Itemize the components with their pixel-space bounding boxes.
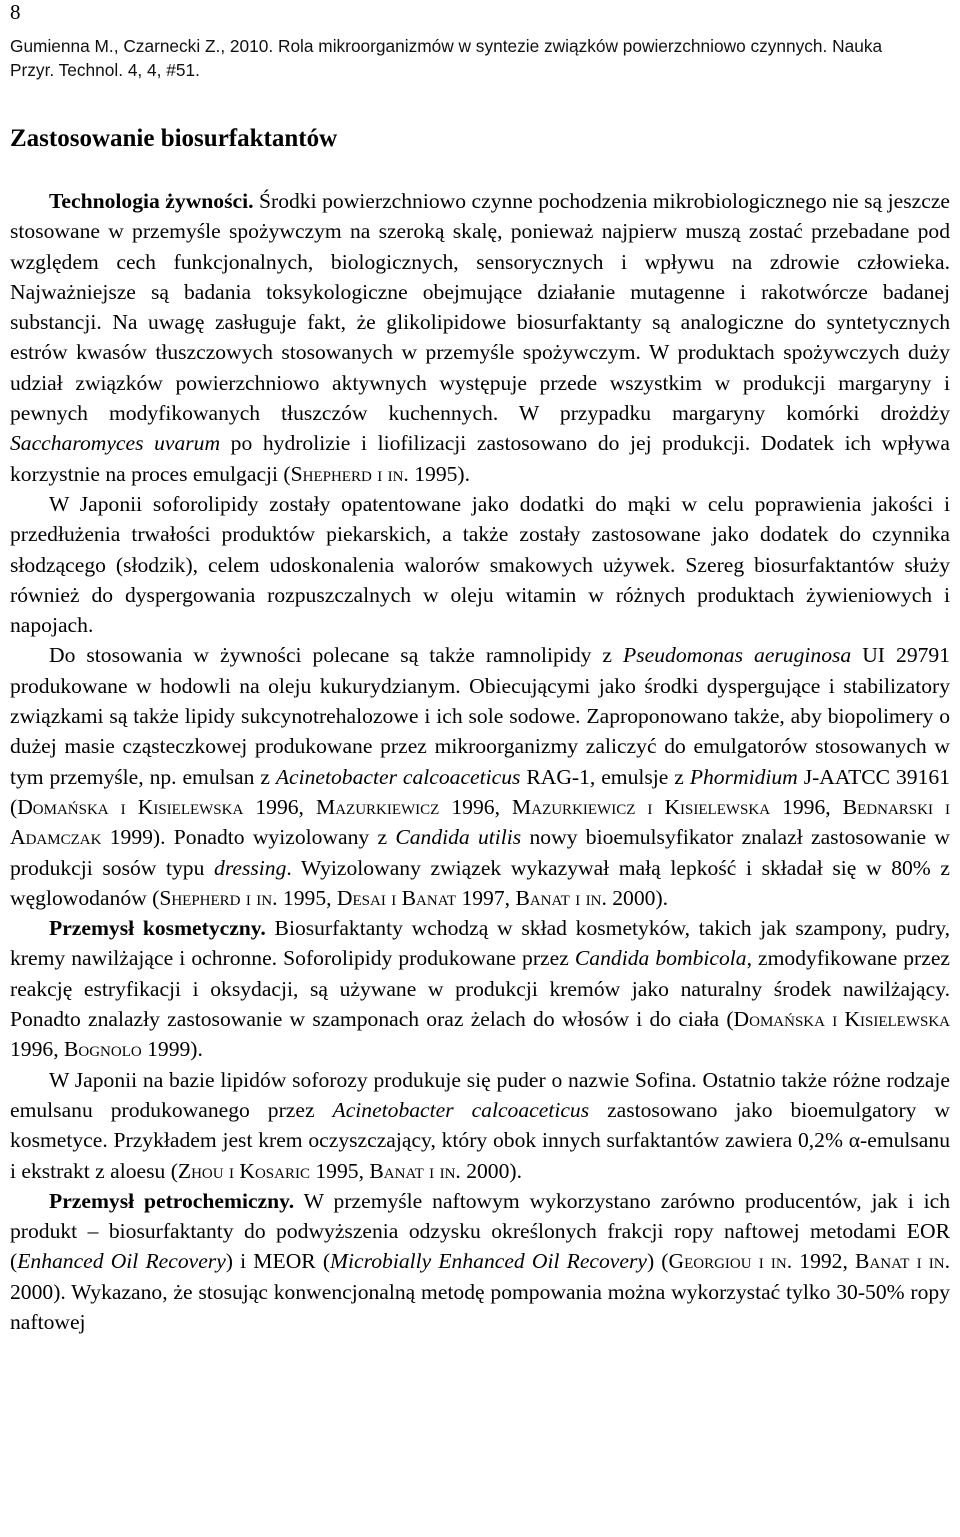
paragraph-food-technology	[10, 186, 950, 489]
species-name: Saccharomyces uvarum	[10, 431, 221, 456]
text-run: 1996,	[770, 794, 843, 819]
text-run: 1995).	[408, 461, 471, 486]
citation-line-1: Gumienna M., Czarnecki Z., 2010. Rola mikroorganizmów w syntezie związków powierzchniowo czynnych. Nauka	[10, 36, 883, 56]
species-name: Candida bombicola	[574, 946, 747, 971]
text-run: Biosurfaktanty wchodzą w skład kosmetyków, takich jak szampony, pudry, kremy nawilżające i ochronne. Soforolipidy produkowane przez	[10, 916, 951, 971]
citation-header	[10, 34, 955, 82]
text-run: 1997,	[456, 885, 516, 910]
text-run: 1996,	[439, 794, 513, 819]
citation-ref: Desai i Banat	[336, 885, 457, 910]
text-run: W przemyśle naftowym wykorzystano zarówno producentów, jak i ich produkt – biosurfaktanty do podwyższenia odzysku określonych frakcji ropy naftowej metodami EOR (	[10, 1188, 951, 1274]
citation-line-2: Przyr. Technol. 4, 4, #51.	[10, 60, 200, 80]
text-run: Środki powierzchniowo czynne pochodzenia mikrobiologicznego nie są jeszcze stosowane w przemyśle spożywczym na szeroką skalę, ponieważ najpierw muszą zostać przebadane pod względem cech funkcjonalnych, biologicznych, sensorycznych i wpływu na zdrowie człowieka. Najważniejsze są badania toksykologiczne obejmujące działanie mutagenne i rakotwórcze badanej substancji. Na uwagę zasługuje fakt, że glikolipidowe biosurfaktanty są analogiczne do syntetycznych estrów kwasów tłuszczowych stosowanych w przemyśle spożywczym. W produktach spożywczych duży udział związków powierzchniowo aktywnych występuje przede wszystkim w produkcji margaryny i pewnych modyfikowanych tłuszczów kuchennych. W przypadku margaryny komórki drożdży	[10, 189, 950, 426]
species-name: Candida utilis	[395, 825, 522, 850]
text-run: 2000).	[460, 1158, 522, 1183]
italic-term: Microbially Enhanced Oil Recovery	[330, 1249, 647, 1274]
citation-ref: Shepherd i in.	[159, 885, 278, 910]
paragraph-lead: Przemysł petrochemiczny.	[49, 1188, 295, 1213]
page-number: 8	[10, 0, 21, 24]
text-run: 1999).	[141, 1037, 203, 1062]
text-run: J-AATCC 39161 (	[10, 764, 950, 819]
species-name: Pseudomonas aeruginosa	[623, 643, 852, 668]
citation-ref: Bognolo	[63, 1037, 142, 1062]
text-run: zastosowano jako bioemulgatory w kosmetyce. Przykładem jest krem oczyszczający, który obok innych surfaktantów zawiera 0,2% α-emulsanu i ekstrakt z aloesu (	[10, 1097, 950, 1183]
text-run: . Wyizolowany związek wykazywał małą lepkość i składał się w 80% z węglowodanów (	[10, 855, 950, 910]
paragraph-lead: Przemysł kosmetyczny.	[49, 916, 266, 941]
citation-ref: Mazurkiewicz i Kisielewska	[512, 794, 771, 819]
text-run: 1996,	[10, 1037, 64, 1062]
text-run: 1992,	[792, 1249, 856, 1274]
citation-ref: Domańska i Kisielewska	[17, 794, 244, 819]
paragraph-rhamnolipids	[10, 640, 950, 913]
text-run: UI 29791 produkowane w hodowli na oleju kukurydzianym. Obiecującymi jako środki dyspergujące i stabilizatory związkami są także lipidy sukcynotrehalozowe i ich sole sodowe. Zaproponowano także, aby biopolimery o dużej masie cząsteczkowej produkowane przez mikroorganizmy zaliczyć do emulgatorów stosowanych w tym przemyśle, np. emulsan z	[10, 643, 951, 789]
section-title: Zastosowanie biosurfaktantów	[10, 125, 338, 152]
text-run: ) (	[646, 1249, 669, 1274]
italic-term: dressing	[214, 855, 287, 880]
citation-ref: Domańska i Kisielewska	[733, 1007, 951, 1032]
citation-ref: Banat i in.	[855, 1249, 950, 1274]
body-text	[10, 186, 950, 1337]
text-run: 2000).	[606, 885, 669, 910]
text-run: 1999). Ponadto wyizolowany z	[101, 825, 396, 850]
citation-ref: Bednarski i Adamczak	[10, 794, 951, 850]
citation-ref: Zhou i Kosaric	[177, 1158, 310, 1183]
text-run: W Japonii na bazie lipidów soforozy produkuje się puder o nazwie Sofina. Ostatnio także różne rodzaje emulsanu produkowanego przez	[10, 1067, 950, 1122]
text-run: W Japonii soforolipidy zostały opatentowane jako dodatki do mąki w celu poprawienia jakości i przedłużenia trwałości produktów piekarskich, a także zostały zastosowane jako dodatek do czynnika słodzącego (słodzik), celem udoskonalenia walorów smakowych używek. Szereg biosurfaktantów służy również do dyspergowania rozpuszczalnych w oleju witamin w różnych produktach żywieniowych i napojach.	[10, 491, 950, 638]
text-run: 1996,	[243, 794, 316, 819]
text-run: 1995,	[309, 1158, 370, 1183]
paragraph-cosmetic-industry	[10, 913, 950, 1064]
text-run: 1995,	[277, 885, 337, 910]
text-run: RAG-1, emulsje z	[520, 764, 690, 789]
text-run: Do stosowania w żywności polecane są także ramnolipidy z	[49, 643, 624, 668]
paragraph-petrochemical-industry	[10, 1186, 950, 1337]
citation-ref: Banat i in.	[369, 1158, 461, 1183]
text-run: , zmodyfikowane przez reakcję estryfikacji i oksydacji, są używane w produkcji kremów jako naturalny środek nawilżający. Ponadto znalazły zastosowanie w szamponach oraz żelach do włosów i do ciała (	[10, 946, 951, 1032]
citation-ref: Shepherd i in.	[290, 461, 409, 486]
italic-term: Enhanced Oil Recovery	[17, 1249, 226, 1274]
text-run: po hydrolizie i liofilizacji zastosowano do jej produkcji. Dodatek ich wpływa korzystnie na proces emulgacji (	[10, 431, 950, 486]
text-run: 2000). Wykazano, że stosując konwencjonalną metodę pompowania można wykorzystać tylko 30-50% ropy naftowej	[10, 1279, 950, 1334]
paragraph-sofina	[10, 1065, 950, 1186]
citation-ref: Georgiou i in.	[668, 1249, 793, 1274]
text-run: nowy bioemulsyfikator znalazł zastosowanie w produkcji sosów typu	[10, 825, 950, 880]
species-name: Phormidium	[689, 764, 798, 789]
citation-ref: Mazurkiewicz	[316, 794, 440, 819]
paragraph-japan-soforolipids	[10, 489, 950, 640]
species-name: Acinetobacter calcoaceticus	[275, 764, 521, 789]
paragraph-lead: Technologia żywności.	[49, 189, 254, 213]
citation-ref: Banat i in.	[515, 885, 607, 910]
text-run: ) i MEOR (	[225, 1249, 331, 1274]
species-name: Acinetobacter calcoaceticus	[332, 1097, 590, 1122]
